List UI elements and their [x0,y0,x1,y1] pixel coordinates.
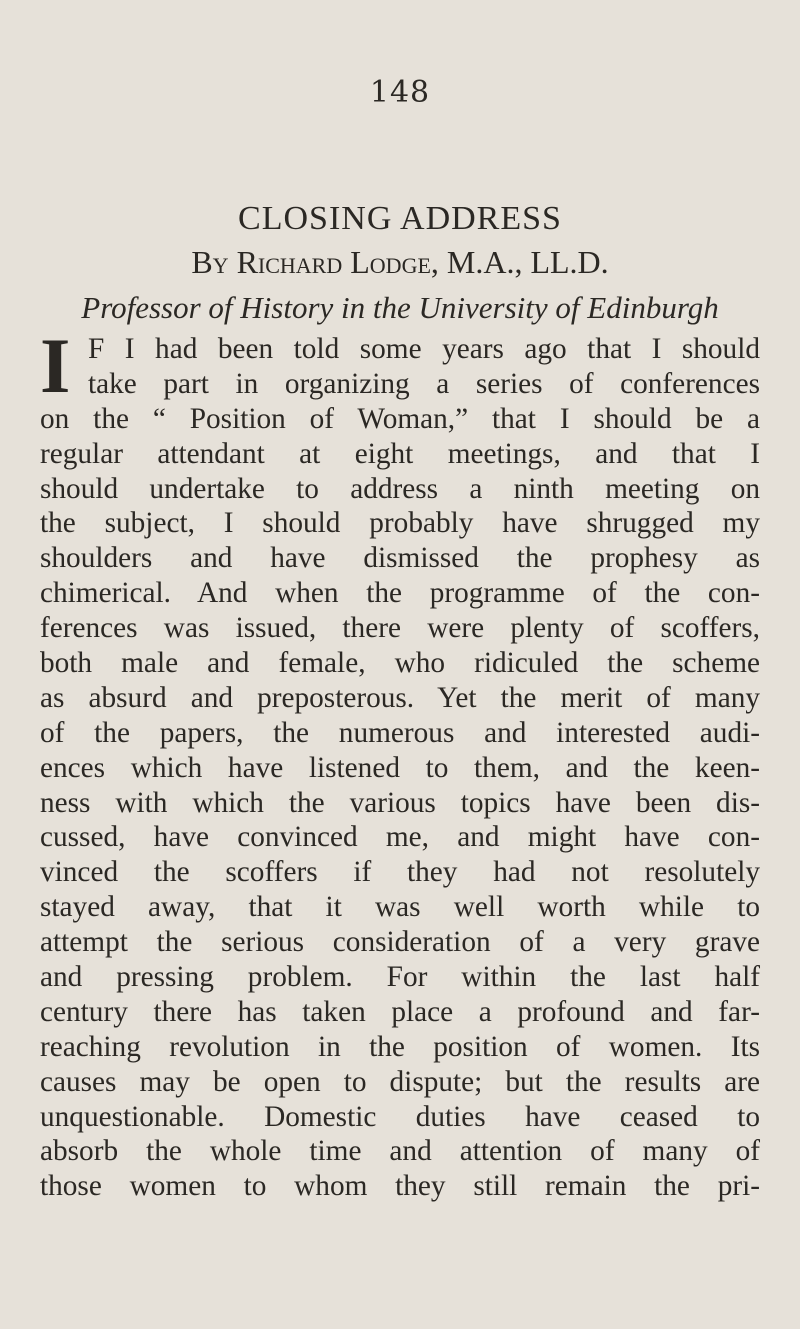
body-line: ferences was issued, there were plenty of scoffers, [40,612,760,645]
chapter-title: CLOSING ADDRESS [238,200,562,237]
body-line: causes may be open to dispute; but the results are [40,1065,760,1098]
body-line: regular attendant at eight meetings, and that I [40,437,760,470]
body-line: unquestionable. Domestic duties have ceased to [40,1100,760,1133]
body-line: and pressing problem. For within the last half [40,961,760,994]
body-line: shoulders and have dismissed the prophesy as [40,542,760,575]
body-line: as absurd and preposterous. Yet the merit of many [40,681,760,714]
body-line: absorb the whole time and attention of many of [40,1135,760,1168]
author-affiliation: Professor of History in the University of Edinburgh [81,290,719,325]
byline-prefix: By [191,244,229,280]
body-line-text: F I had been told some years ago that I should [88,333,760,365]
body-line: cussed, have convinced me, and might have con- [40,821,760,854]
body-paragraph [40,322,760,1204]
body-line: ness with which the various topics have been dis- [40,786,760,819]
body-line: century there has taken place a profound and far- [40,995,760,1028]
body-line: the subject, I should probably have shrugged my [40,507,760,540]
body-line: those women to whom they still remain the pri- [40,1170,760,1203]
body-line: of the papers, the numerous and interested audi- [40,716,760,749]
body-line: take part in organizing a series of conferences [88,367,760,400]
body-line: both male and female, who ridiculed the scheme [40,647,760,680]
author-name: Richard Lodge, M.A., LL.D. [236,244,609,280]
body-line: ences which have listened to them, and the keen- [40,751,760,784]
author-byline [0,244,800,281]
page-number: 148 [369,75,431,110]
body-line: on the “ Position of Woman,” that I should be a [40,402,760,435]
body-line: vinced the scoffers if they had not resolutely [40,856,760,889]
body-line: should undertake to address a ninth meeting on [40,472,760,505]
drop-cap: I [40,322,71,409]
body-line: chimerical. And when the programme of the con- [40,577,760,610]
body-line: attempt the serious consideration of a very grave [40,926,760,959]
body-line: reaching revolution in the position of women. Its [40,1030,760,1063]
body-line: stayed away, that it was well worth while to [40,891,760,924]
